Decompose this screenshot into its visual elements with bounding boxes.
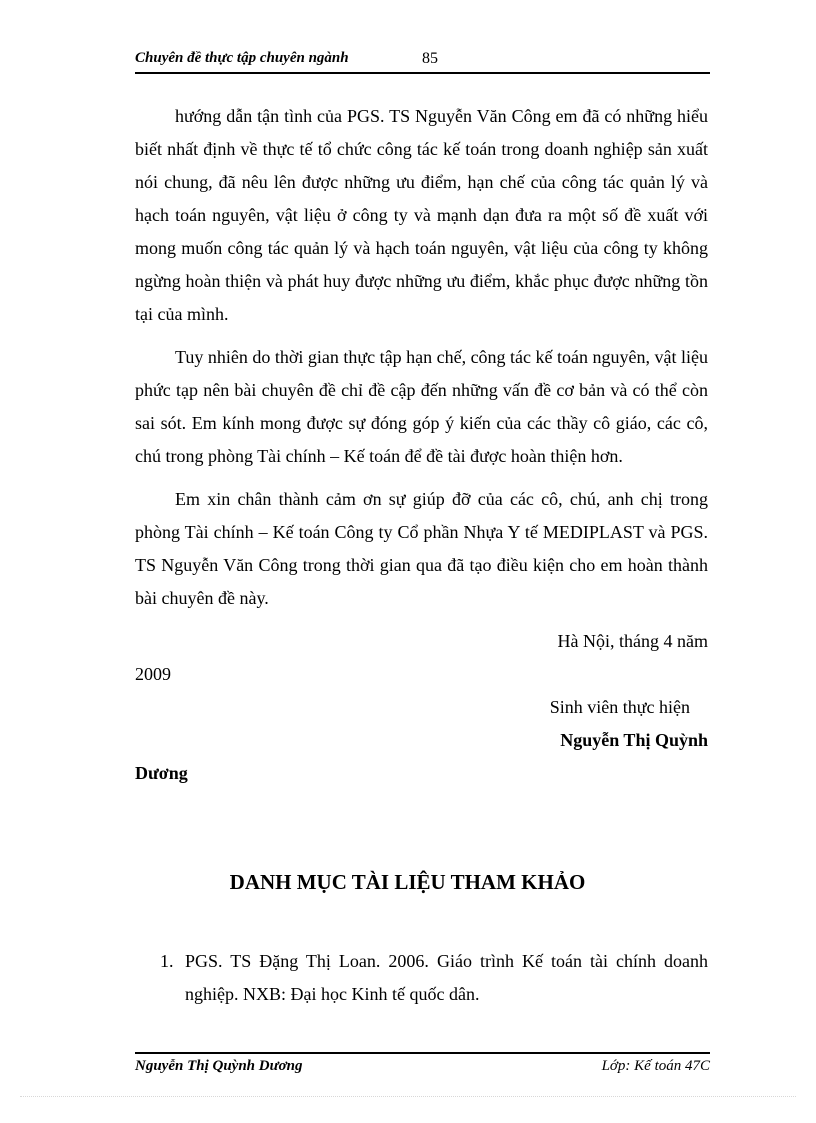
paragraph: Tuy nhiên do thời gian thực tập hạn chế, công tác kế toán nguyên, vật liệu phức tạp nên bài chuyên đề chỉ đề cập đến những vấn đề cơ bản và có thể còn sai sót. Em kính mong được sự đóng góp ý kiến của các thầy cô giáo, các cô, chú trong phòng Tài chính – Kế toán để đề tài được hoàn thiện hơn. xyxy=(135,347,708,466)
footer-class: Lớp: Kế toán 47C xyxy=(601,1058,710,1074)
page-number: 85 xyxy=(422,50,438,67)
signer-label: Sinh viên thực hiện xyxy=(549,697,690,717)
date-year: 2009 xyxy=(135,664,171,684)
page-edge-divider xyxy=(20,1096,796,1097)
footer-author: Nguyễn Thị Quỳnh Dương xyxy=(135,1058,303,1074)
references-list xyxy=(160,945,708,1011)
signer-name: Nguyễn Thị Quỳnh xyxy=(560,730,708,750)
header-title: Chuyên đề thực tập chuyên ngành xyxy=(135,50,349,66)
paragraph: hướng dẫn tận tình của PGS. TS Nguyễn Văn Công em đã có những hiểu biết nhất định về thực tế tổ chức công tác kế toán trong doanh nghiệp sản xuất nói chung, đã nêu lên được những ưu điểm, hạn chế của công tác quản lý và hạch toán nguyên, vật liệu ở công ty và mạnh dạn đưa ra một số đề xuất với mong muốn công tác quản lý và hạch toán nguyên, vật liệu của công ty không ngừng hoàn thiện và phát huy được những ưu điểm, khắc phục được những tồn tại của mình. xyxy=(135,106,708,324)
date-line: Hà Nội, tháng 4 năm xyxy=(557,631,708,651)
signer-name-continued: Dương xyxy=(135,763,188,783)
body-text xyxy=(135,100,708,790)
paragraph: Em xin chân thành cảm ơn sự giúp đỡ của các cô, chú, anh chị trong phòng Tài chính – Kế toán Công ty Cổ phần Nhựa Y tế MEDIPLAST và PGS. TS Nguyễn Văn Công trong thời gian qua đã tạo điều kiện cho em hoàn thành bài chuyên đề này. xyxy=(135,489,708,608)
reference-item xyxy=(160,945,708,1011)
reference-text: PGS. TS Đặng Thị Loan. 2006. Giáo trình Kế toán tài chính doanh nghiệp. NXB: Đại học Kinh tế quốc dân. xyxy=(185,951,708,1004)
reference-number: 1. xyxy=(160,951,174,971)
page-header xyxy=(135,48,710,74)
page-footer xyxy=(135,1052,710,1084)
references-title: DANH MỤC TÀI LIỆU THAM KHẢO xyxy=(229,870,586,894)
